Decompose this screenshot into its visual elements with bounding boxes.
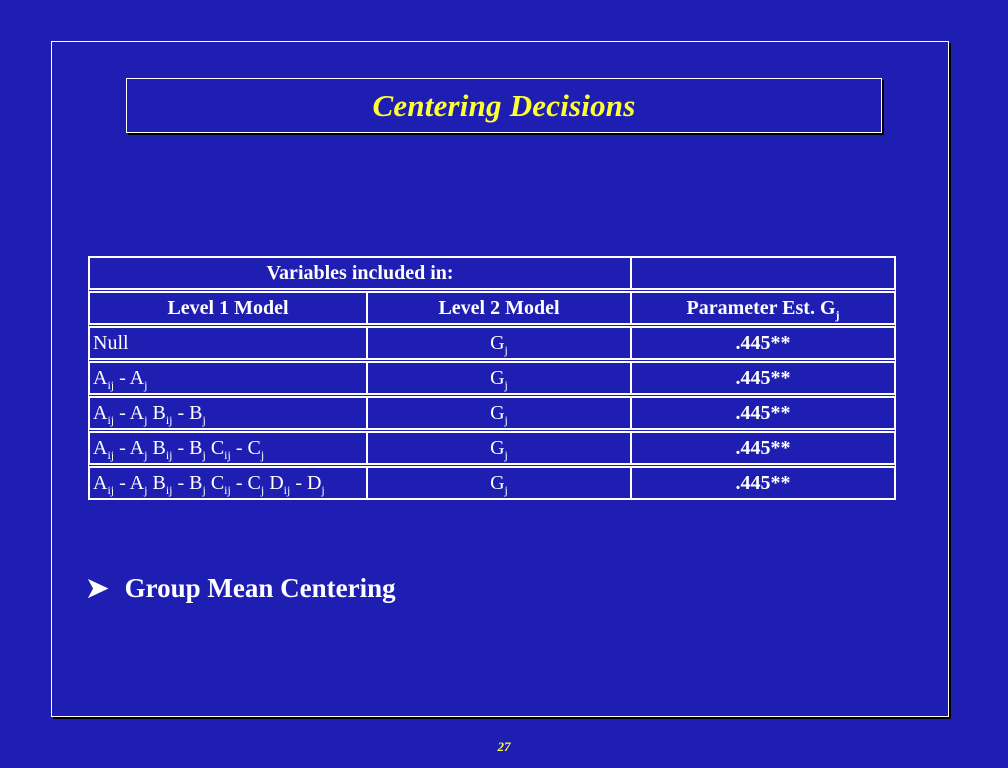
table-header-row bbox=[89, 292, 895, 324]
level2-cell: $G_j$ bbox=[367, 467, 631, 499]
header-level1-model: Level 1 Model bbox=[89, 292, 367, 324]
header-parameter-est: Parameter Est. $G_j$ bbox=[631, 292, 895, 324]
level1-cell: $A_{ij} - A_j$ bbox=[89, 362, 367, 394]
level2-cell: $G_j$ bbox=[367, 432, 631, 464]
table-row bbox=[89, 327, 895, 359]
level2-cell: $G_j$ bbox=[367, 327, 631, 359]
level2-cell: $G_j$ bbox=[367, 397, 631, 429]
header-level2-model: Level 2 Model bbox=[367, 292, 631, 324]
level1-cell: $A_{ij} - A_j$ $B_{ij} - B_j$ $C_{ij} - C_j$ $D_{ij} - D_j$ bbox=[89, 467, 367, 499]
header-variables-included: Variables included in: bbox=[89, 257, 631, 289]
level1-cell: $A_{ij} - A_j$ $B_{ij} - B_j$ $C_{ij} - C_j$ bbox=[89, 432, 367, 464]
table-row bbox=[89, 467, 895, 499]
header-top-right-empty bbox=[631, 257, 895, 289]
table-row bbox=[89, 397, 895, 429]
level1-cell: $A_{ij} - A_j$ $B_{ij} - B_j$ bbox=[89, 397, 367, 429]
estimate-cell: .445** bbox=[631, 432, 895, 464]
estimate-cell: .445** bbox=[631, 362, 895, 394]
title-box bbox=[126, 78, 882, 133]
bullet-point bbox=[86, 573, 396, 604]
table-row bbox=[89, 362, 895, 394]
estimate-cell: .445** bbox=[631, 467, 895, 499]
page-number: 27 bbox=[497, 739, 511, 754]
estimate-cell: .445** bbox=[631, 327, 895, 359]
level1-cell: Null bbox=[89, 327, 367, 359]
bullet-text: Group Mean Centering bbox=[124, 573, 396, 603]
table-header-top-row bbox=[89, 257, 895, 289]
level2-cell: $G_j$ bbox=[367, 362, 631, 394]
table-row bbox=[89, 432, 895, 464]
centering-table bbox=[88, 256, 896, 500]
slide-title: Centering Decisions bbox=[372, 87, 636, 123]
arrow-bullet-icon: ➤ bbox=[86, 573, 109, 603]
estimate-cell: .445** bbox=[631, 397, 895, 429]
